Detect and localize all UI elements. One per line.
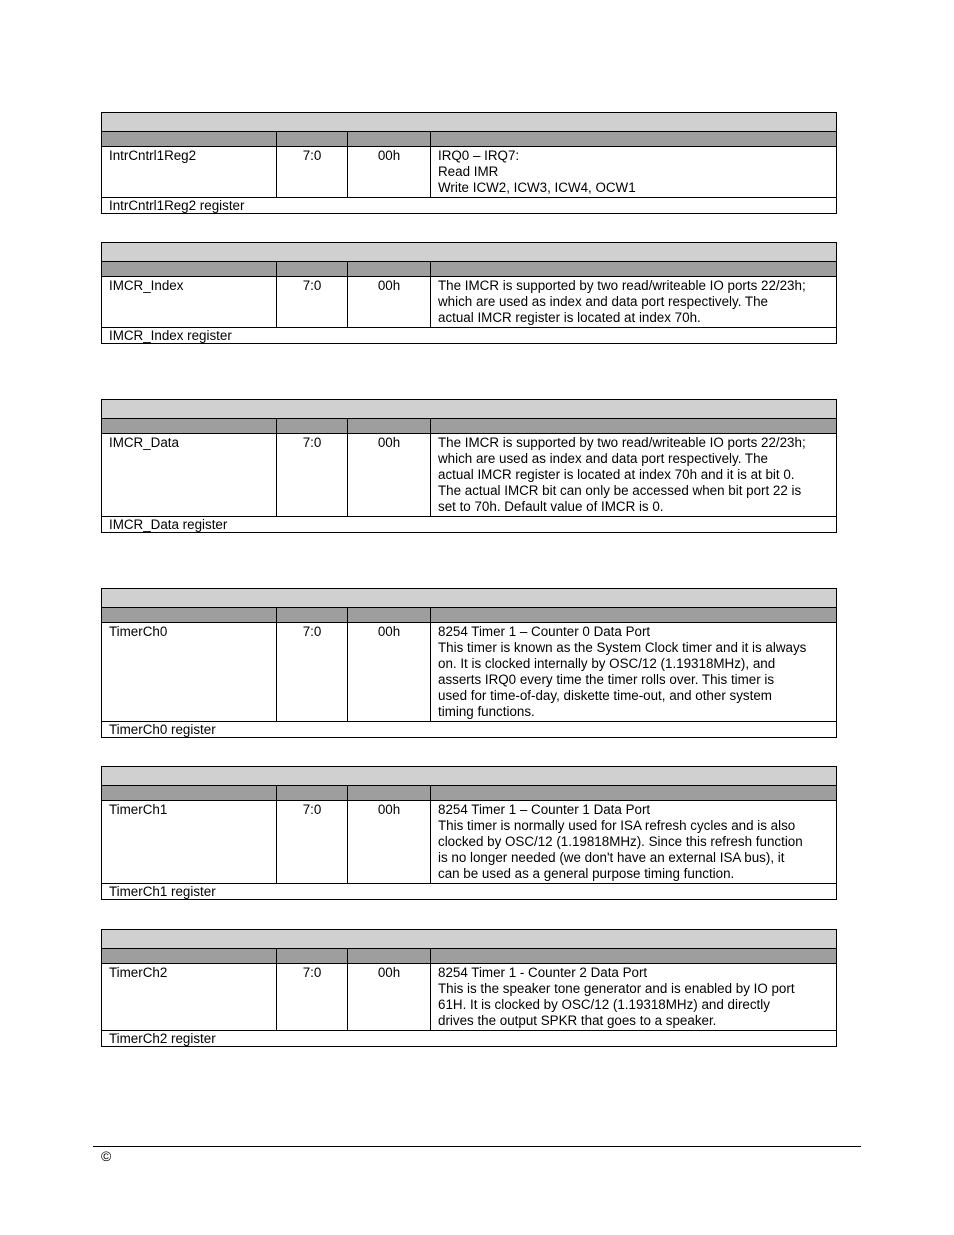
register-name: TimerCh1 <box>102 801 277 884</box>
description-line: The IMCR is supported by two read/writeable IO ports 22/23h; <box>438 435 806 450</box>
register-bits: 7:0 <box>277 801 348 884</box>
description-line: which are used as index and data port respectively. The <box>438 294 768 309</box>
footer-divider <box>93 1146 861 1147</box>
register-default: 00h <box>348 801 431 884</box>
table-caption: TimerCh2 register <box>102 1031 837 1047</box>
register-default: 00h <box>348 623 431 722</box>
table-row <box>102 801 837 884</box>
description-line: This timer is known as the System Clock timer and it is always <box>438 640 807 655</box>
register-description <box>431 801 837 884</box>
register-default: 00h <box>348 434 431 517</box>
register-table <box>101 399 837 533</box>
description-line: used for time-of-day, diskette time-out, and other system <box>438 688 772 703</box>
table-caption-row <box>102 328 837 344</box>
table-title-bar <box>102 400 837 419</box>
table-caption: TimerCh0 register <box>102 722 837 738</box>
register-table <box>101 929 837 1047</box>
table-caption: IntrCntrl1Reg2 register <box>102 198 837 214</box>
description-line: IRQ0 – IRQ7: <box>438 148 520 163</box>
description-line: 8254 Timer 1 – Counter 1 Data Port <box>438 802 651 817</box>
table-header-row <box>102 132 837 147</box>
table-caption-row <box>102 884 837 900</box>
register-description <box>431 434 837 517</box>
table-caption-row <box>102 517 837 533</box>
description-line: timing functions. <box>438 704 535 719</box>
register-name: TimerCh0 <box>102 623 277 722</box>
register-bits: 7:0 <box>277 277 348 328</box>
table-row <box>102 623 837 722</box>
description-line: actual IMCR register is located at index 70h and it is at bit 0. <box>438 467 795 482</box>
description-line: The actual IMCR bit can only be accessed when bit port 22 is <box>438 483 802 498</box>
description-line: which are used as index and data port respectively. The <box>438 451 768 466</box>
register-bits: 7:0 <box>277 434 348 517</box>
register-description <box>431 964 837 1031</box>
register-bits: 7:0 <box>277 147 348 198</box>
table-title-bar <box>102 767 837 786</box>
description-line: actual IMCR register is located at index 70h. <box>438 310 701 325</box>
description-line: set to 70h. Default value of IMCR is 0. <box>438 499 664 514</box>
table-header-row <box>102 419 837 434</box>
description-line: on. It is clocked internally by OSC/12 (1.19318MHz), and <box>438 656 776 671</box>
table-title-bar <box>102 243 837 262</box>
register-table <box>101 588 837 738</box>
description-line: clocked by OSC/12 (1.19818MHz). Since this refresh function <box>438 834 803 849</box>
description-line: This is the speaker tone generator and is enabled by IO port <box>438 981 795 996</box>
register-bits: 7:0 <box>277 623 348 722</box>
table-header-row <box>102 786 837 801</box>
register-bits: 7:0 <box>277 964 348 1031</box>
register-description <box>431 147 837 198</box>
register-default: 00h <box>348 277 431 328</box>
register-table <box>101 112 837 214</box>
register-name: IMCR_Index <box>102 277 277 328</box>
table-header-row <box>102 949 837 964</box>
table-row <box>102 277 837 328</box>
table-title-bar <box>102 930 837 949</box>
description-line: The IMCR is supported by two read/writeable IO ports 22/23h; <box>438 278 806 293</box>
description-line: is no longer needed (we don't have an external ISA bus), it <box>438 850 785 865</box>
table-header-row <box>102 262 837 277</box>
description-line: can be used as a general purpose timing function. <box>438 866 735 881</box>
footer-copyright: © <box>101 1148 112 1164</box>
register-name: TimerCh2 <box>102 964 277 1031</box>
table-row <box>102 964 837 1031</box>
description-line: drives the output SPKR that goes to a speaker. <box>438 1013 717 1028</box>
register-table <box>101 766 837 900</box>
register-default: 00h <box>348 147 431 198</box>
description-line: 8254 Timer 1 – Counter 0 Data Port <box>438 624 651 639</box>
table-title-bar <box>102 589 837 608</box>
description-line: Write ICW2, ICW3, ICW4, OCW1 <box>438 180 636 195</box>
table-caption-row <box>102 1031 837 1047</box>
table-caption-row <box>102 722 837 738</box>
table-caption-row <box>102 198 837 214</box>
register-name: IntrCntrl1Reg2 <box>102 147 277 198</box>
table-caption: IMCR_Data register <box>102 517 837 533</box>
table-title-bar <box>102 113 837 132</box>
description-line: 8254 Timer 1 - Counter 2 Data Port <box>438 965 648 980</box>
table-row <box>102 434 837 517</box>
table-header-row <box>102 608 837 623</box>
description-line: 61H. It is clocked by OSC/12 (1.19318MHz) and directly <box>438 997 770 1012</box>
table-row <box>102 147 837 198</box>
register-description <box>431 623 837 722</box>
register-table <box>101 242 837 344</box>
register-description <box>431 277 837 328</box>
register-default: 00h <box>348 964 431 1031</box>
table-caption: TimerCh1 register <box>102 884 837 900</box>
register-name: IMCR_Data <box>102 434 277 517</box>
table-caption: IMCR_Index register <box>102 328 837 344</box>
description-line: Read IMR <box>438 164 499 179</box>
description-line: This timer is normally used for ISA refresh cycles and is also <box>438 818 796 833</box>
description-line: asserts IRQ0 every time the timer rolls over. This timer is <box>438 672 775 687</box>
